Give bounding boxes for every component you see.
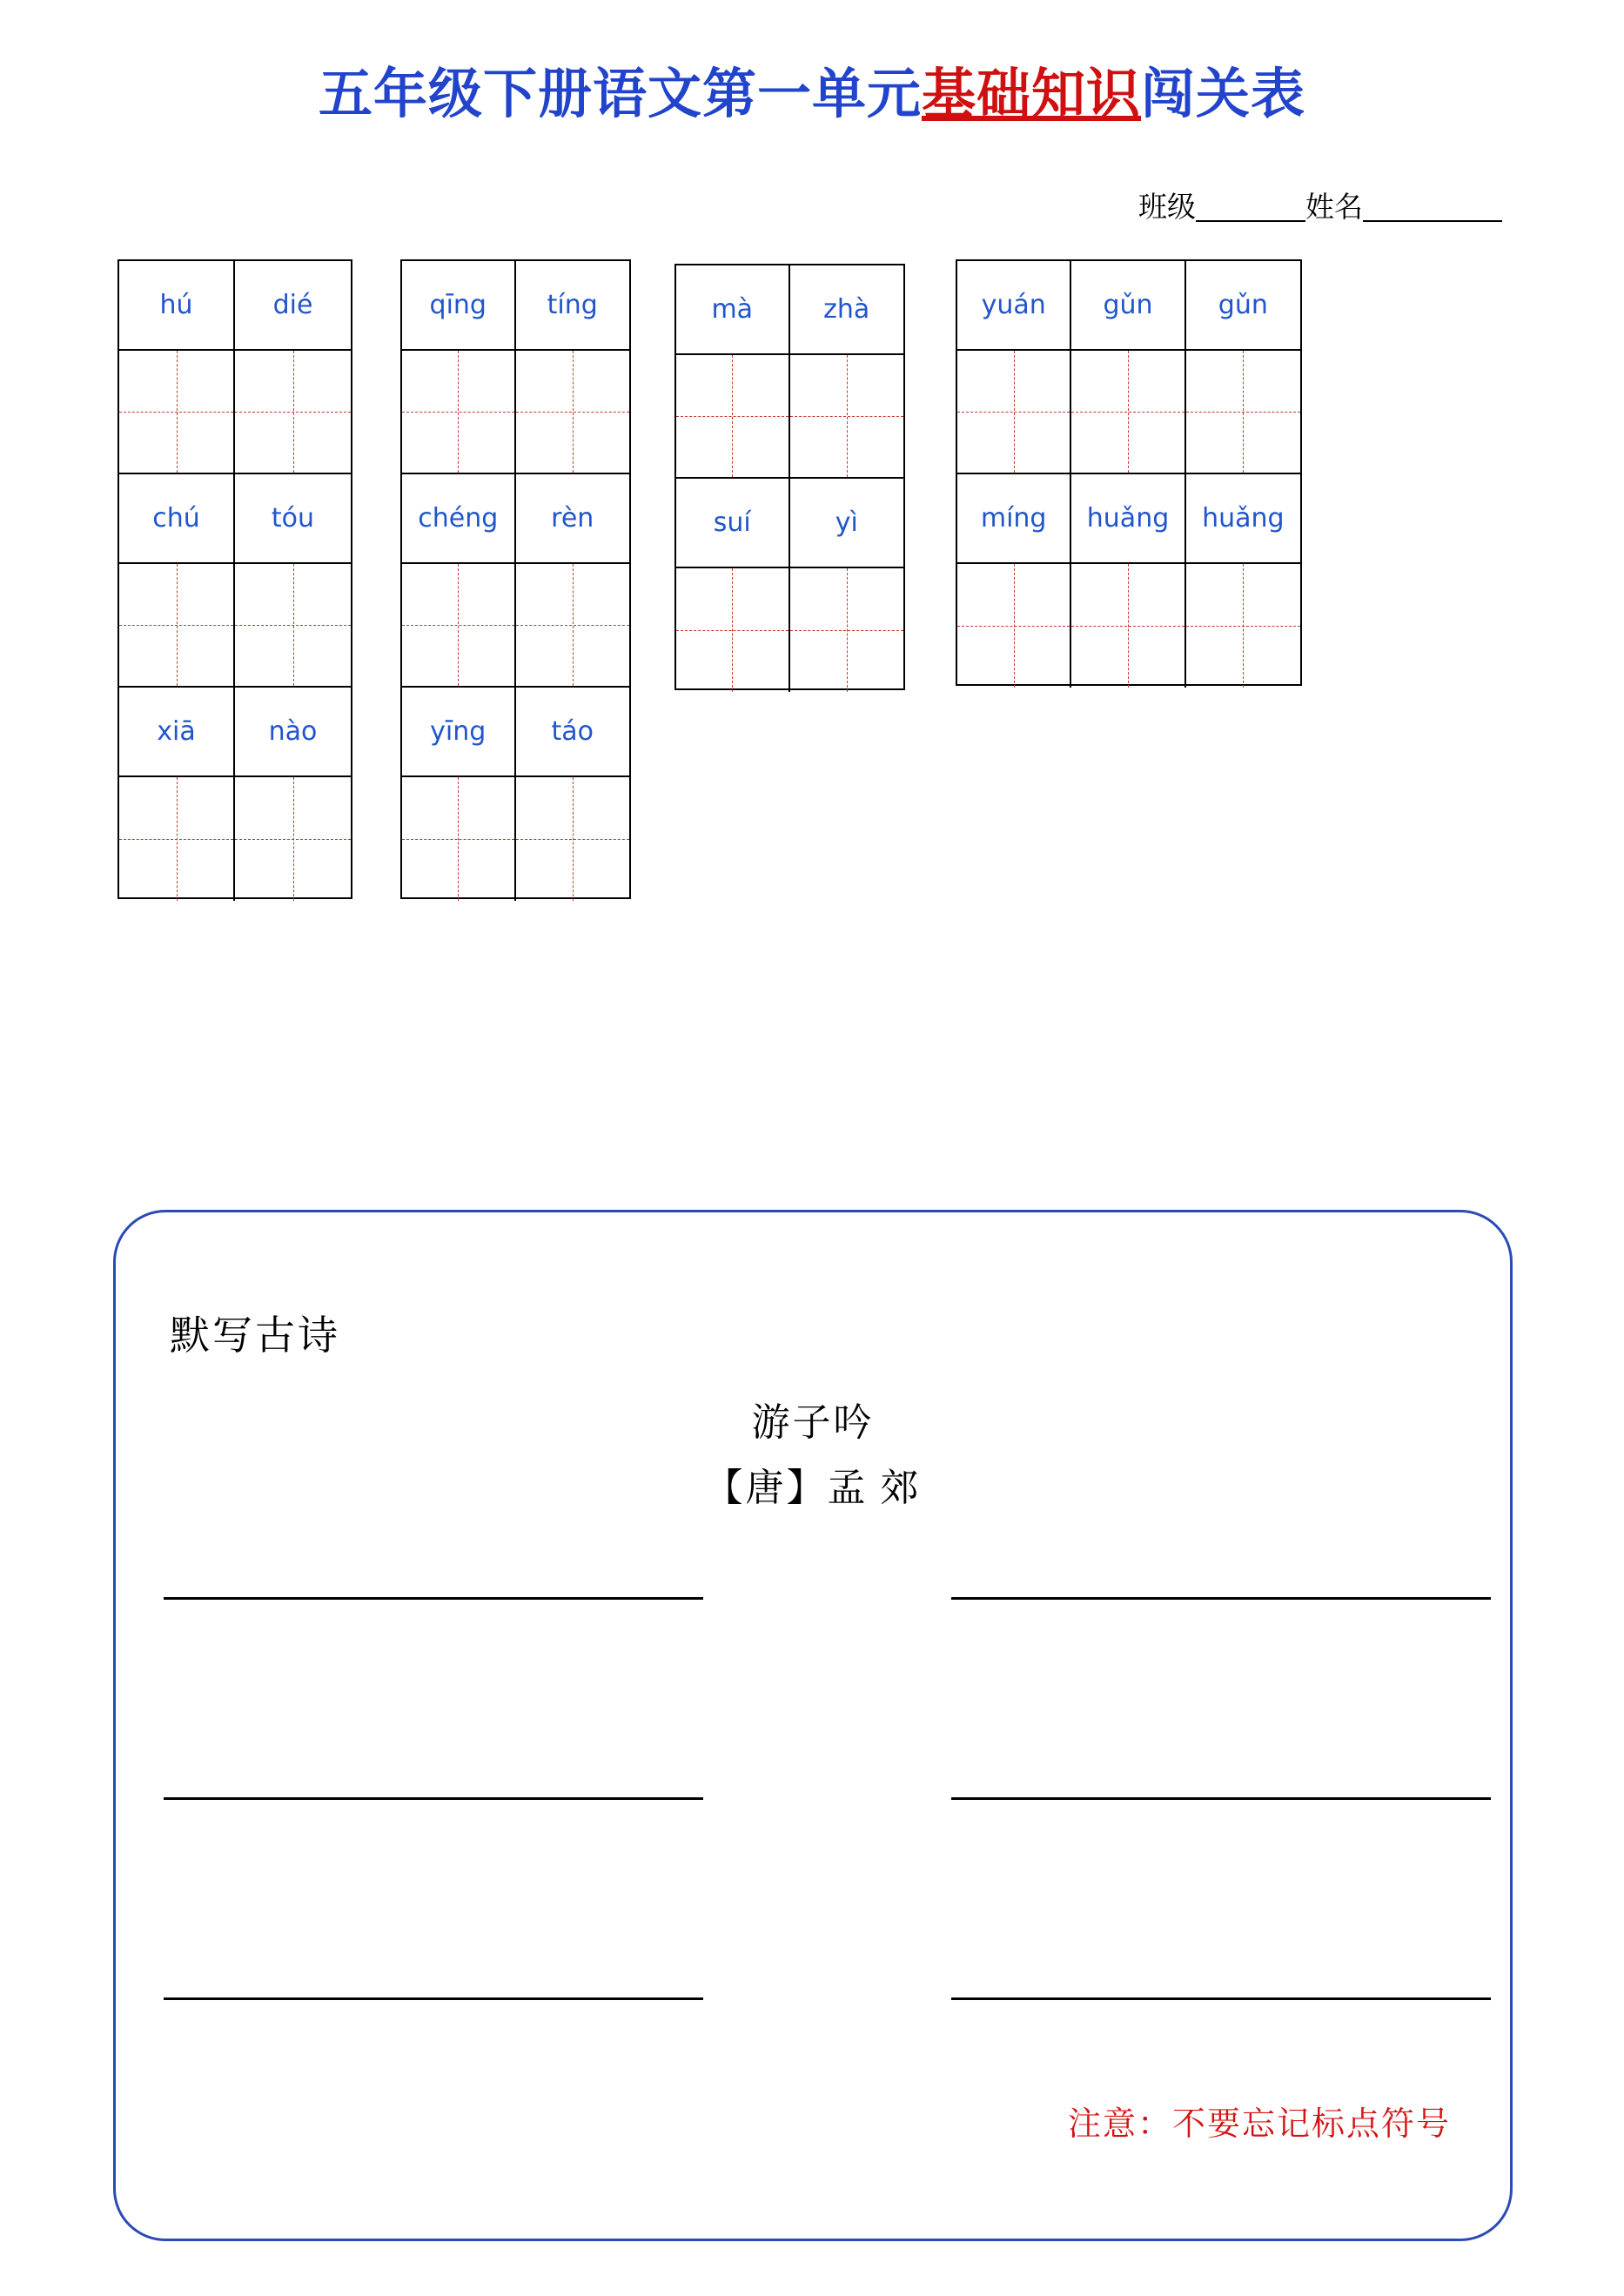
write-row[interactable] [119, 777, 351, 901]
pinyin-cell: zhà [823, 294, 870, 325]
tianzige-cell[interactable] [402, 351, 516, 473]
tianzige-cell[interactable] [235, 777, 351, 901]
pinyin-cell: tóu [271, 503, 315, 534]
tianzige-cell[interactable] [516, 777, 630, 901]
write-row[interactable] [119, 351, 351, 474]
pinyin-cell: mà [676, 265, 790, 353]
pinyin-row [676, 265, 903, 355]
pinyin-row [402, 474, 629, 564]
pinyin-row [957, 474, 1300, 564]
tianzige-cell[interactable] [402, 777, 516, 901]
pinyin-row [119, 474, 351, 564]
pinyin-group-3 [674, 264, 905, 690]
write-row[interactable] [676, 568, 903, 692]
tianzige-cell[interactable] [516, 351, 630, 473]
pinyin-cell: táo [551, 716, 594, 747]
poem-write-line[interactable] [951, 1997, 1491, 2000]
page-title-part1: 五年级下册语文第一单元 [318, 65, 922, 124]
write-row[interactable] [119, 564, 351, 688]
pinyin-cell: rèn [551, 503, 594, 534]
poem-write-line[interactable] [951, 1597, 1491, 1600]
tianzige-cell[interactable] [957, 564, 1071, 688]
poem-section-label: 默写古诗 [170, 1313, 340, 1358]
pinyin-cell: huǎng [1202, 503, 1285, 534]
pinyin-cell: gǔn [1218, 290, 1268, 320]
tianzige-cell[interactable] [676, 568, 790, 692]
tianzige-cell[interactable] [1071, 351, 1185, 473]
pinyin-row [676, 479, 903, 568]
pinyin-cell: huǎng [1071, 474, 1185, 562]
pinyin-cell: tíng [547, 290, 598, 320]
pinyin-group-2 [400, 259, 631, 899]
poem-dictation-box [113, 1210, 1513, 2241]
poem-write-line[interactable] [164, 1997, 703, 2000]
class-blank-field[interactable] [1196, 191, 1305, 222]
tianzige-cell[interactable] [676, 355, 790, 477]
pinyin-cell: nào [268, 716, 318, 747]
pinyin-cell: míng [957, 474, 1071, 562]
pinyin-group-4 [956, 259, 1302, 686]
pinyin-row [119, 688, 351, 777]
pinyin-cell: dié [272, 290, 313, 320]
write-row[interactable] [402, 777, 629, 901]
pinyin-cell: chú [119, 474, 235, 562]
pinyin-row [402, 688, 629, 777]
tianzige-cell[interactable] [119, 564, 235, 686]
pinyin-row [402, 261, 629, 351]
tianzige-cell[interactable] [957, 351, 1071, 473]
tianzige-cell[interactable] [516, 564, 630, 686]
pinyin-row [119, 261, 351, 351]
name-label: 姓名 [1305, 192, 1363, 224]
tianzige-cell[interactable] [790, 355, 904, 477]
pinyin-cell: yuán [957, 261, 1071, 349]
write-row[interactable] [402, 564, 629, 688]
poem-author: 【唐】孟 郊 [704, 1467, 922, 1509]
page-title [0, 50, 1624, 128]
pinyin-cell: yīng [402, 688, 516, 775]
tianzige-cell[interactable] [1186, 351, 1300, 473]
pinyin-row [957, 261, 1300, 351]
tianzige-cell[interactable] [1186, 564, 1300, 688]
poem-title: 游子吟 [751, 1401, 875, 1444]
page-title-highlight: 基础知识 [921, 65, 1141, 124]
poem-write-line[interactable] [164, 1797, 703, 1800]
student-info-row [1138, 185, 1502, 225]
class-label: 班级 [1138, 192, 1196, 224]
tianzige-cell[interactable] [402, 564, 516, 686]
tianzige-cell[interactable] [119, 777, 235, 901]
pinyin-group-1 [117, 259, 352, 899]
poem-write-line[interactable] [951, 1797, 1491, 1800]
pinyin-cell: chéng [402, 474, 516, 562]
write-row[interactable] [957, 351, 1300, 474]
name-blank-field[interactable] [1363, 191, 1502, 222]
pinyin-cell: hú [119, 261, 235, 349]
pinyin-cell: qīng [402, 261, 516, 349]
pinyin-grid-area [0, 259, 1624, 903]
write-row[interactable] [957, 564, 1300, 688]
pinyin-cell: suí [676, 479, 790, 567]
pinyin-cell: xiā [119, 688, 235, 775]
page-title-part2: 闯关表 [1141, 65, 1306, 124]
tianzige-cell[interactable] [235, 564, 351, 686]
tianzige-cell[interactable] [235, 351, 351, 473]
write-row[interactable] [402, 351, 629, 474]
tianzige-cell[interactable] [119, 351, 235, 473]
tianzige-cell[interactable] [1071, 564, 1185, 688]
pinyin-cell: yì [835, 507, 858, 538]
tianzige-cell[interactable] [790, 568, 904, 692]
poem-write-line[interactable] [164, 1597, 703, 1600]
pinyin-cell: gǔn [1071, 261, 1185, 349]
poem-note: 注意：不要忘记标点符号 [1067, 2106, 1451, 2143]
write-row[interactable] [676, 355, 903, 479]
